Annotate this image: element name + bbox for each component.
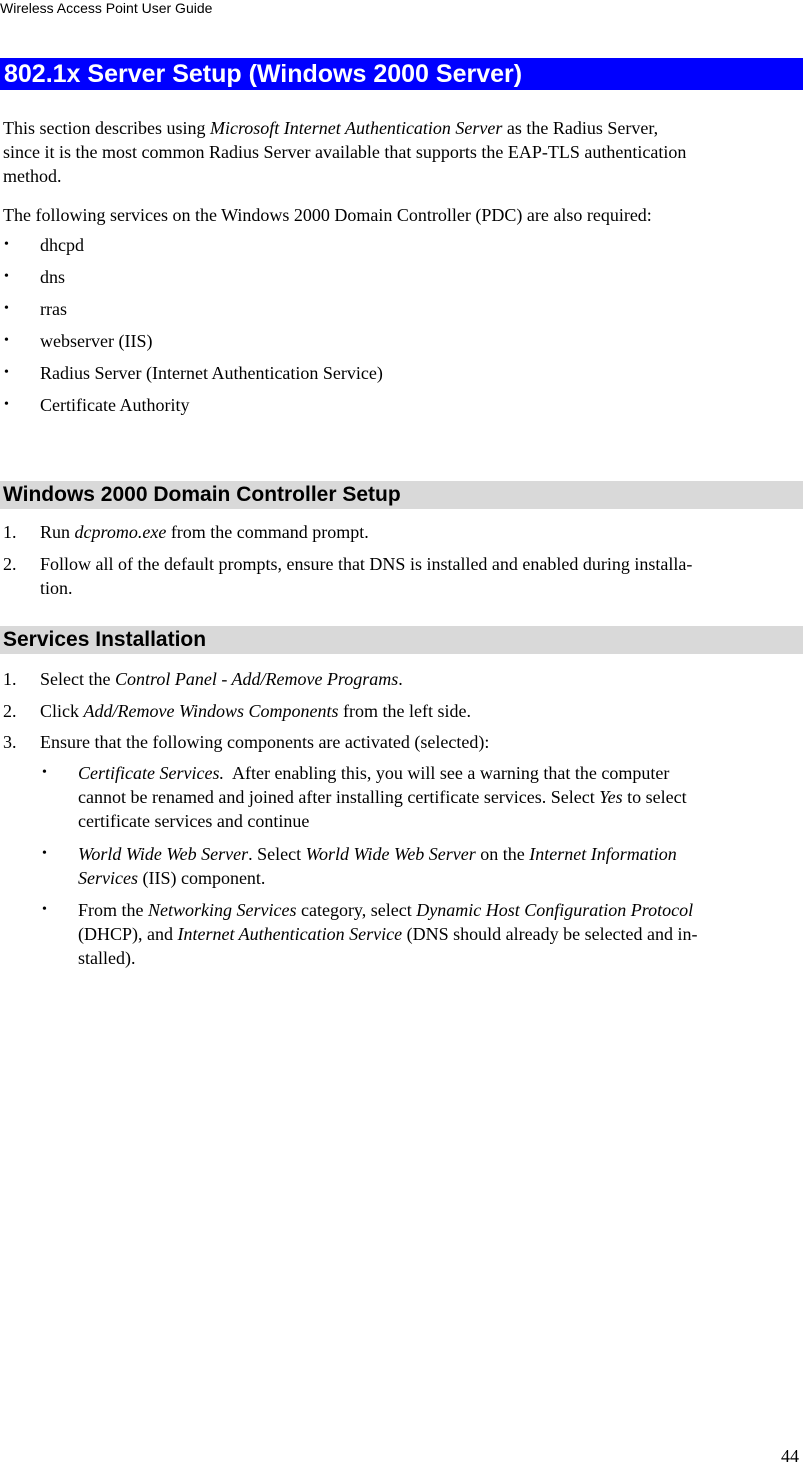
page-title: 802.1x Server Setup (Windows 2000 Server) [0, 58, 803, 90]
bullet: • [42, 846, 47, 861]
section-heading-dc-setup: Windows 2000 Domain Controller Setup [0, 481, 803, 509]
list-item: dhcpd [40, 235, 84, 255]
bullet: • [4, 269, 9, 284]
step-number: 2. [3, 554, 17, 574]
step-number: 1. [3, 669, 17, 689]
component-www-server: World Wide Web Server. Select World Wide Web Server on the Internet Information Services (IIS) component. [78, 844, 677, 888]
bullet: • [4, 397, 9, 412]
bullet: • [4, 365, 9, 380]
intro-paragraph: This section describes using Microsoft Internet Authentication Server as the Radius Server, since it is the most common Radius Server available that supports the EAP-TLS authentication method. [3, 118, 687, 186]
component-networking-services: From the Networking Services category, select Dynamic Host Configuration Protocol (DHCP), and Internet Authentication Service (DNS should already be selected and in- stalled). [78, 900, 698, 968]
bullet: • [4, 237, 9, 252]
list-item: webserver (IIS) [40, 331, 153, 351]
install-step-1: Select the Control Panel - Add/Remove Programs. [40, 669, 403, 689]
bullet: • [4, 333, 9, 348]
list-item: dns [40, 267, 66, 287]
services-intro: The following services on the Windows 2000 Domain Controller (PDC) are also required: [3, 205, 652, 225]
running-header: Wireless Access Point User Guide [0, 0, 213, 16]
bullet: • [42, 765, 47, 780]
install-step-2: Click Add/Remove Windows Components from the left side. [40, 701, 471, 721]
list-item: Certificate Authority [40, 395, 190, 415]
step-number: 2. [3, 701, 17, 721]
step-number: 3. [3, 732, 17, 752]
component-certificate-services: Certificate Services. After enabling this, you will see a warning that the computer cannot be renamed and joined after installing certificate services. Select Yes to select certificate services and continue [78, 763, 687, 831]
list-item: rras [40, 299, 67, 319]
bullet: • [4, 301, 9, 316]
dc-step-2: Follow all of the default prompts, ensure that DNS is installed and enabled during installa- tion. [40, 554, 693, 598]
section-heading-services-installation: Services Installation [0, 626, 803, 654]
step-number: 1. [3, 522, 17, 542]
list-item: Radius Server (Internet Authentication Service) [40, 363, 383, 383]
dc-step-1: Run dcpromo.exe from the command prompt. [40, 522, 369, 542]
install-step-3: Ensure that the following components are activated (selected): [40, 732, 490, 752]
page-number: 44 [781, 1446, 799, 1466]
bullet: • [42, 902, 47, 917]
